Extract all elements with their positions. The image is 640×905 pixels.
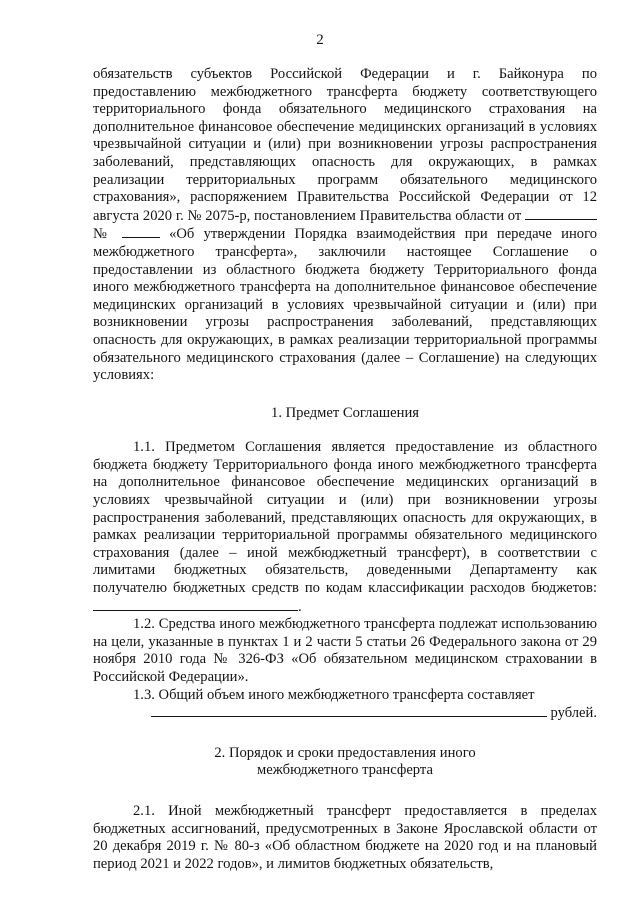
clause-2-1: 2.1. Иной межбюджетный трансферт предоставляется в пределах бюджетных ассигнований, предусмотренных в Законе Ярославской области от 20 декабря 2019 г. № 80-з «Об областном бюджете на 2020 год и на плановый период 2021 и 2022 годов», и лимитов бюджетных обязательств,	[93, 802, 597, 872]
currency-label: рублей.	[550, 705, 597, 722]
page-number: 2	[316, 32, 324, 48]
clause-1-1-text: 1.1. Предметом Соглашения является предоставление из областного бюджета бюджету Территориального фонда иного межбюджетного трансферта на дополнительное финансовое обеспечение медицинских организаций в условиях чрезвычайной ситуации и (или) при возникновении угрозы распространения заболеваний, представляющих опасность для окружающих, в рамках реализации территориальной программы обязательного медицинского страхования (далее – иной межбюджетный трансферт), в соответствии с лимитами бюджетных обязательств, доведенными Департаменту как получателю бюджетных средств по кодам классификации расходов бюджетов:	[93, 439, 597, 597]
document-body	[93, 66, 597, 873]
section-1-heading: 1. Предмет Соглашения	[271, 404, 419, 421]
budget-codes-blank	[93, 598, 298, 611]
clause-1-3-amount-line	[93, 704, 597, 723]
resolution-date-blank	[525, 207, 597, 220]
preamble-text-part2: «Об утверждении Порядка взаимодействия при передаче иного межбюджетного трансферта», заключили настоящее Соглашение о предоставлении из областного бюджета бюджету Территориального фонда иного межбюджетного трансферта на дополнительное финансовое обеспечение медицинских организаций в условиях чрезвычайной ситуации и (или) при возникновении угрозы распространения заболеваний, представляющих опасность для окружающих, в рамках реализации территориальной программы обязательного медицинского страхования (далее – Соглашение) на следующих условиях:	[93, 226, 597, 384]
section-2-heading-line2: межбюджетного трансферта	[257, 762, 433, 779]
clause-1-1-period: .	[298, 598, 302, 615]
clause-1-3-text: 1.3. Общий объем иного межбюджетного трансферта составляет	[133, 686, 535, 703]
total-amount-blank	[151, 704, 547, 717]
preamble-paragraph	[93, 66, 597, 385]
number-sign: №	[93, 226, 113, 243]
clause-1-1	[93, 439, 597, 616]
clause-1-3	[93, 687, 597, 705]
resolution-number-blank	[122, 225, 160, 238]
section-2-heading-line1: 2. Порядок и сроки предоставления иного	[214, 744, 476, 761]
clause-1-2: 1.2. Средства иного межбюджетного трансферта подлежат использованию на цели, указанные в пунктах 1 и 2 части 5 статьи 26 Федерального закона от 29 ноября 2010 года № 326-ФЗ «Об обязательном медицинском страховании в Российской Федерации».	[93, 616, 597, 685]
preamble-text-part1: обязательств субъектов Российской Федерации и г. Байконура по предоставлению межбюджетного трансферта бюджету соответствующего территориального фонда обязательного медицинского страхования на дополнительное финансовое обеспечение медицинских организаций в условиях чрезвычайной ситуации и (или) при возникновении угрозы распространения заболеваний, представляющих опасность для окружающих, в рамках реализации территориальных программ обязательного медицинского страхования», распоряжением Правительства Российской Федерации от 12 августа 2020 г. № 2075-р, постановлением Правительства области от	[93, 66, 597, 224]
